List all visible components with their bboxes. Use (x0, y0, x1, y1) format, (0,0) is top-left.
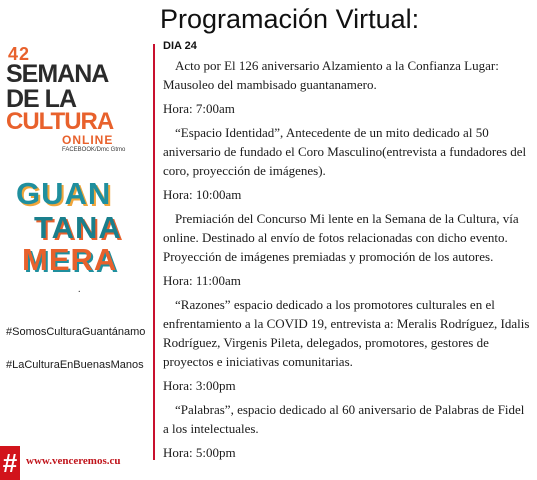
venceremos-logo-icon: # (0, 446, 20, 480)
poster-line-de-la: DE LA (6, 85, 76, 113)
wordmark-row-3: MERA (22, 242, 118, 277)
page-title: Programación Virtual: (160, 4, 420, 34)
poster-line-semana: SEMANA (6, 60, 109, 88)
poster-line-cultura: CULTURA (6, 108, 114, 135)
guantanamera-wordmark (16, 178, 140, 278)
schedule-entry-1: Acto por El 126 aniversario Alzamiento a la Confianza Lugar: Mausoleo del mambisado guantanamero. (163, 58, 499, 92)
poster-online-label: ONLINE (62, 133, 114, 147)
red-divider (153, 44, 155, 460)
event-poster (0, 0, 150, 480)
poster-dot: . (78, 284, 81, 295)
schedule-time-4: Hora: 3:00pm (163, 378, 236, 393)
wordmark-row-2: TANA (34, 210, 122, 245)
hashtag-cultura-buenas-manos: #LaCulturaEnBuenasManos (6, 359, 144, 371)
wordmark-row-1: GUAN (16, 176, 112, 211)
schedule-time-5: Hora: 5:00pm (163, 445, 236, 460)
schedule-entry-3: Premiación del Concurso Mi lente en la Semana de la Cultura, vía online. Destinado al envío de fotos relacionadas con dicho evento. Proyección de imágenes premiadas y promoción de los autores. (163, 211, 519, 264)
schedule-time-2: Hora: 10:00am (163, 187, 242, 202)
schedule-entry-5: “Palabras”, espacio dedicado al 60 aniversario de Palabras de Fidel a los intelectuales. (163, 402, 525, 436)
hashtag-somos-cultura: #SomosCulturaGuantánamo (6, 326, 146, 338)
poster-facebook-label: FACEBOOK/Dmc Gtmo (62, 147, 126, 153)
schedule-entry-4: “Razones” espacio dedicado a los promotores culturales en el enfrentamiento a la COVID 19, entrevista a: Meralis Rodríguez, Idalis Rodríguez, Virgenis Pileta, delegados, promotores, gestores de proyectos e iniciativas comunitarias. (163, 297, 530, 369)
edition-number: 42 (8, 44, 31, 64)
schedule-content (163, 40, 533, 467)
schedule-entry-2: “Espacio Identidad”, Antecedente de un mito dedicado al 50 aniversario de fundado el Coro Masculino(entrevista a fundadores del coro, proyección de imágenes). (163, 125, 527, 178)
schedule-time-3: Hora: 11:00am (163, 273, 241, 288)
source-url[interactable]: www.venceremos.cu (26, 455, 121, 467)
schedule-day: DIA 24 (163, 40, 197, 52)
schedule-time-1: Hora: 7:00am (163, 101, 235, 116)
